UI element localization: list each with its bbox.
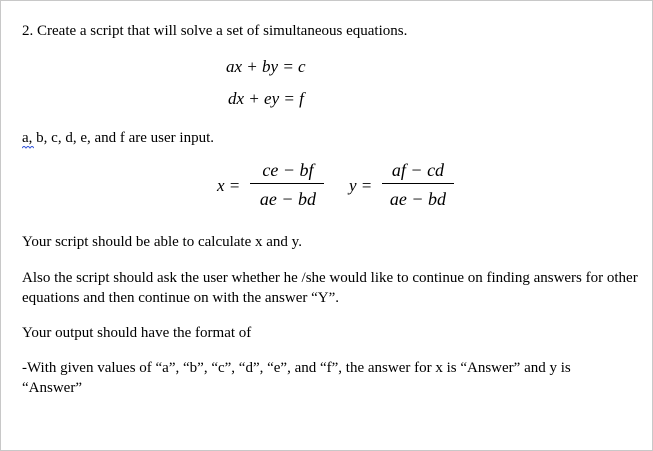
spellcheck-underline-icon xyxy=(22,146,34,149)
y-fraction-bar xyxy=(382,183,454,184)
x-lhs-text: x = xyxy=(217,176,241,195)
equation-1: ax + by = c xyxy=(226,57,306,76)
x-numerator: ce − bf xyxy=(262,160,314,180)
paragraph-output-format: Your output should have the format of xyxy=(22,325,252,341)
y-denominator: ae − bd xyxy=(389,189,447,209)
x-lhs xyxy=(217,176,240,196)
y-lhs-text: y = xyxy=(349,176,373,195)
paragraph-format-example: -With given values of “a”, “b”, “c”, “d”, “e”, and “f”, the answer for x is “Answer” and y is “Answer” xyxy=(22,360,571,396)
user-input-line: a, b, c, d, e, and f are user input. xyxy=(22,130,215,146)
question-title: 2. Create a script that will solve a set of simultaneous equations. xyxy=(22,23,408,39)
y-numerator: af − cd xyxy=(391,160,445,180)
x-fraction-bar xyxy=(250,183,324,184)
paragraph-calculate: Your script should be able to calculate x and y. xyxy=(22,234,302,250)
paragraph-continue: Also the script should ask the user whether he /she would like to continue on finding answers for other equations and then continue on with the answer “Y”. xyxy=(22,270,638,306)
y-lhs xyxy=(349,176,372,196)
x-denominator: ae − bd xyxy=(259,189,317,209)
equation-2: dx + ey = f xyxy=(228,89,304,108)
